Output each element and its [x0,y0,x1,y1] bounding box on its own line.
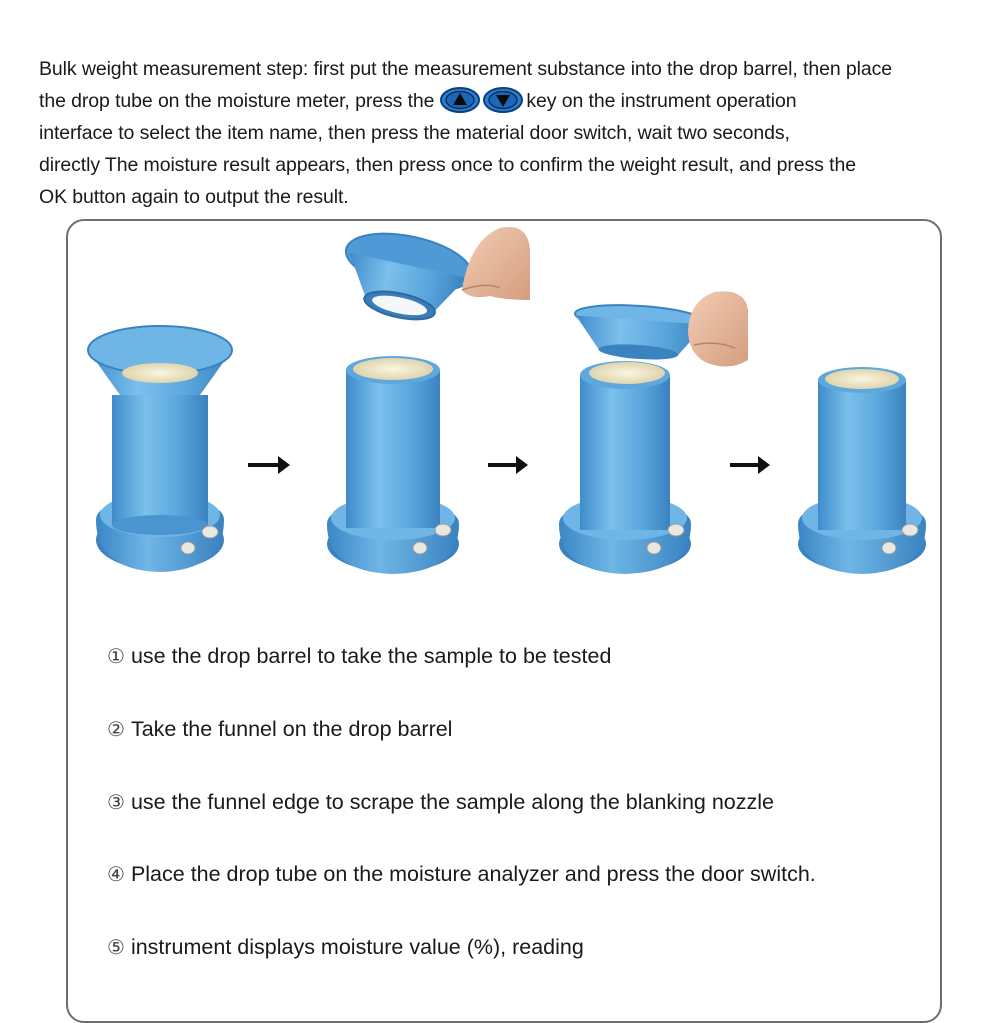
arrow-right-icon [730,456,770,474]
final-barrel-figure [798,367,926,574]
arrow-right-icon [248,456,290,474]
step-number: ③ [107,790,125,814]
arrow-right-icon [488,456,528,474]
intro-line-2-after: key on the instrument operation [526,90,797,112]
step-text: instrument displays moisture value (%), reading [130,935,584,959]
barrel-with-funnel-figure [88,326,232,572]
scraping-sample-figure [559,291,748,574]
intro-line-3: interface to select the item name, then press the material door switch, wait two seconds, [39,122,790,144]
step-text: use the funnel edge to scrape the sample along the blanking nozzle [130,790,774,814]
step-item-1 [107,644,611,669]
step-number: ⑤ [107,935,125,959]
step-item-4 [107,862,816,887]
intro-line-4: directly The moisture result appears, then press once to confirm the weight result, and press the [39,154,856,176]
intro-line-5: OK button again to output the result. [39,186,349,208]
step-text: Take the funnel on the drop barrel [130,717,453,741]
step-item-2 [107,717,452,742]
step-text: Place the drop tube on the moisture analyzer and press the door switch. [130,862,816,886]
step-number: ② [107,717,125,741]
step-text: use the drop barrel to take the sample to be tested [130,644,612,668]
step-number: ④ [107,862,125,886]
step-number: ① [107,644,125,668]
step-item-3 [107,790,774,815]
step-item-5 [107,935,584,960]
intro-line-1: Bulk weight measurement step: first put the measurement substance into the drop barrel, then place [39,58,892,80]
intro-line-2-before: the drop tube on the moisture meter, press the [39,90,435,112]
filled-barrel-funnel-lifted-figure [327,224,530,574]
